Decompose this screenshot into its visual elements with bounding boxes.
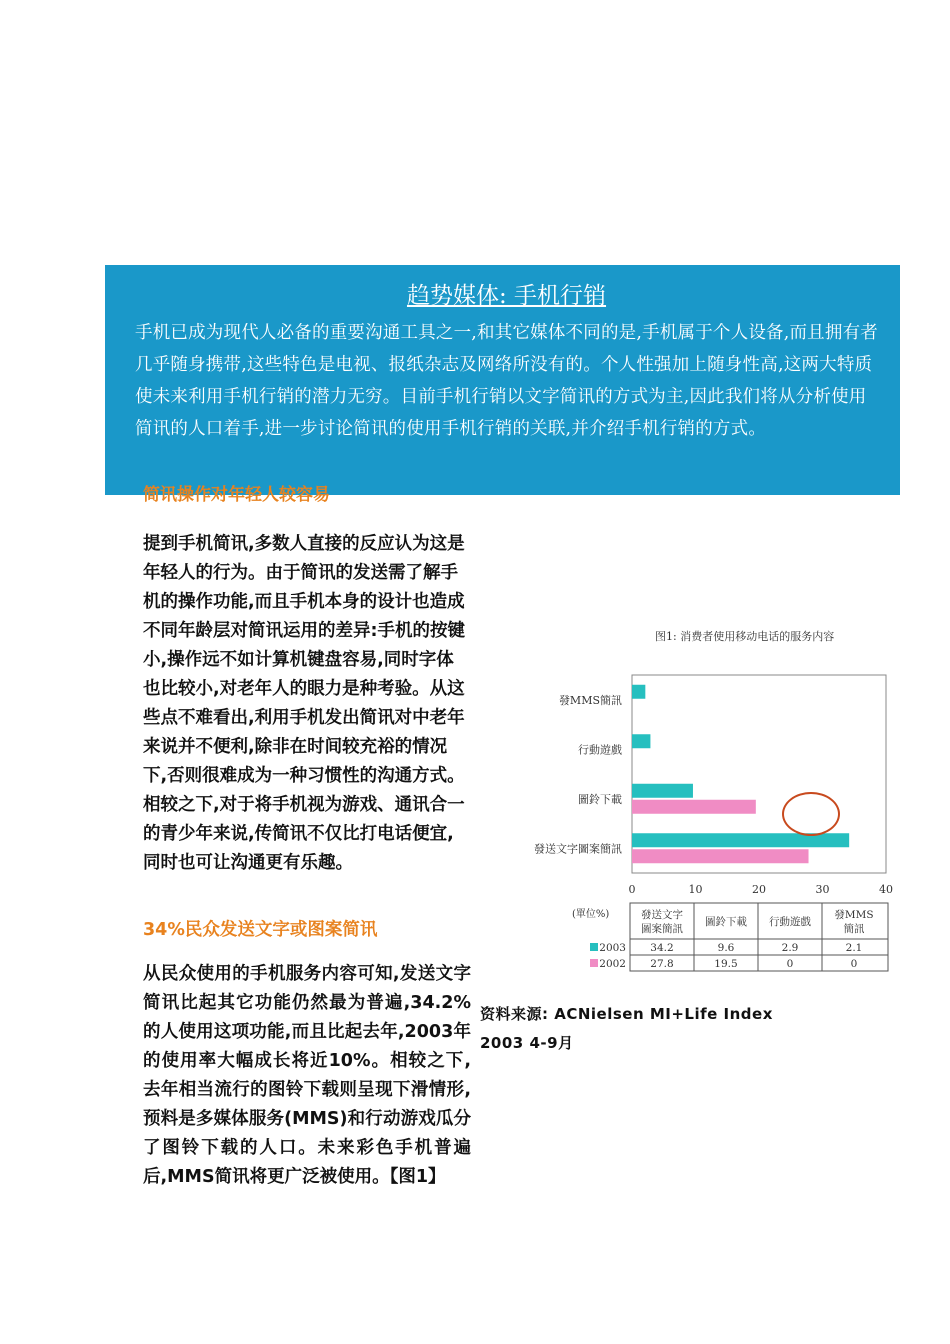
category-label: 發送文字圖案簡訊 xyxy=(534,842,622,856)
bar-2003 xyxy=(632,734,650,748)
table-cell: 0 xyxy=(786,958,794,970)
intro-banner xyxy=(105,265,900,495)
section2-body: 从民众使用的手机服务内容可知,发送文字简讯比起其它功能仍然最为普遍,34.2%的人使用这项功能,而且比起去年,2003年的使用率大幅成长将近10%。相较之下,去年相当流行的图铃下载则呈现下滑情形,预料是多媒体服务(MMS)和行动游戏瓜分了图铃下载的人口。未来彩色手机普遍后,MMS简讯将更广泛被使用。【图1】 xyxy=(143,964,471,1187)
table-header: 圖鈴下載 xyxy=(705,916,747,928)
section1-heading: 简讯操作对年轻人较容易 xyxy=(143,485,330,505)
bar-2002 xyxy=(632,800,756,814)
source-note: 资料来源: ACNielsen MI+Life Index 2003 4-9月 xyxy=(480,1005,773,1052)
x-tick-label: 0 xyxy=(628,883,636,896)
x-tick-label: 30 xyxy=(815,883,830,896)
legend-swatch xyxy=(590,959,598,967)
x-tick-label: 10 xyxy=(688,883,703,896)
category-label: 圖鈴下載 xyxy=(578,792,622,806)
table-header: 簡訊 xyxy=(843,923,865,935)
x-tick-label: 20 xyxy=(752,883,766,896)
section1-body: 提到手机简讯,多数人直接的反应认为这是年轻人的行为。由于简讯的发送需了解手机的操作功能,而且手机本身的设计也造成不同年龄层对简讯运用的差异:手机的按键小,操作远不如计算机键盘容易,同时字体也比较小,对老年人的眼力是种考验。从这些点不难看出,利用手机发出简讯对中老年来说并不便利,除非在时间较充裕的情况下,否则很难成为一种习惯性的沟通方式。相较之下,对于将手机视为游戏、通讯合一的青少年来说,传简讯不仅比打电话便宜,同时也可让沟通更有乐趣。 xyxy=(143,534,465,873)
category-label: 發MMS簡訊 xyxy=(558,693,622,707)
table-header: 發送文字 xyxy=(641,909,683,921)
table-cell: 27.8 xyxy=(650,958,674,970)
section2-heading: 34%民众发送文字或图案简讯 xyxy=(143,920,378,940)
table-cell: 2.1 xyxy=(845,942,863,954)
table-header: 圖案簡訊 xyxy=(641,923,683,935)
highlight-circle xyxy=(782,792,840,836)
legend-swatch xyxy=(590,943,598,951)
banner-text: 手机已成为现代人必备的重要沟通工具之一,和其它媒体不同的是,手机属于个人设备,而且拥有者几乎随身携带,这些特色是电视、报纸杂志及网络所没有的。个人性强加上随身性高,这两大特质使未来利用手机行销的潜力无穷。目前手机行销以文字简讯的方式为主,因此我们将从分析使用简讯的人口着手,进一步讨论简讯的使用手机行销的关联,并介绍手机行销的方式。 xyxy=(135,323,878,439)
table-row-label: 2003 xyxy=(599,942,626,954)
chart-svg xyxy=(510,620,900,990)
table-header: 發MMS xyxy=(834,909,874,921)
table-cell: 0 xyxy=(850,958,858,970)
table-unit-label: (單位%) xyxy=(572,909,610,920)
bar-2002 xyxy=(632,849,809,863)
figure-chart xyxy=(510,620,900,990)
table-cell: 9.6 xyxy=(717,942,735,954)
table-cell: 34.2 xyxy=(650,942,674,954)
bar-2003 xyxy=(632,685,645,699)
table-header: 行動遊戲 xyxy=(769,916,811,928)
table-cell: 2.9 xyxy=(781,942,799,954)
table-cell: 19.5 xyxy=(714,958,738,970)
bar-2003 xyxy=(632,784,693,798)
banner-title: 趋势媒体: 手机行销 xyxy=(406,283,607,309)
category-label: 行動遊戲 xyxy=(578,743,622,757)
x-tick-label: 40 xyxy=(879,883,893,896)
table-row-label: 2002 xyxy=(599,958,626,970)
chart-title: 图1: 消费者使用移动电话的服务内容 xyxy=(655,630,835,643)
